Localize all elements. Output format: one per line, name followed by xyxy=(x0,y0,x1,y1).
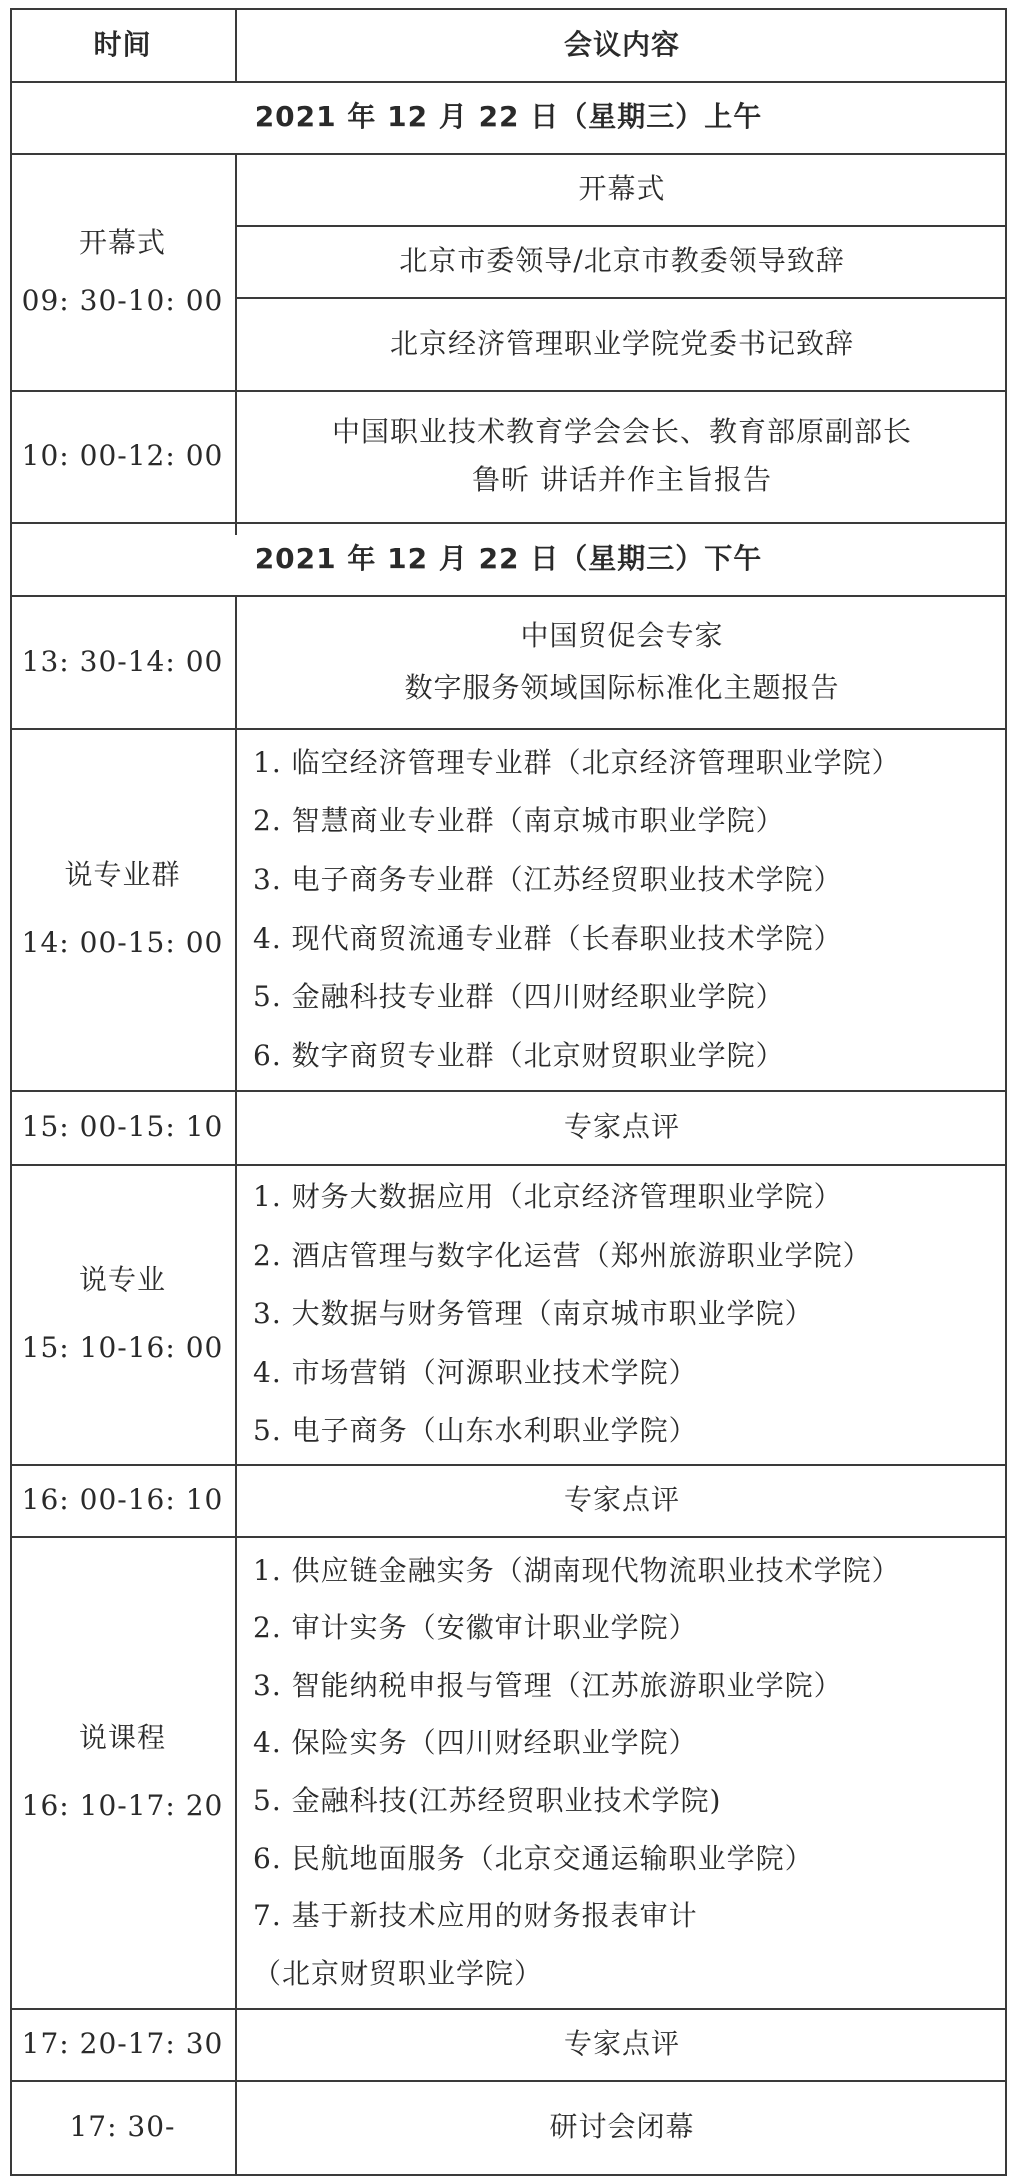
review-text: 专家点评 xyxy=(563,1483,680,1517)
list-item: 3. 电子商务专业群（江苏经贸职业技术学院） xyxy=(253,862,843,896)
header-content-cell xyxy=(237,8,1007,81)
opening-item: 开幕式 xyxy=(578,172,666,206)
review-text: 专家点评 xyxy=(563,1110,680,1144)
opening-item-cell xyxy=(237,153,1007,225)
afternoon-date-row xyxy=(10,522,1007,595)
majors-label: 说专业 xyxy=(78,1263,166,1297)
courses-time: 16: 10-17: 20 xyxy=(21,1789,224,1822)
review-content-cell xyxy=(237,1464,1007,1536)
list-item: 2. 酒店管理与数字化运营（郑州旅游职业学院） xyxy=(253,1238,872,1272)
majors-time: 15: 10-16: 00 xyxy=(21,1331,224,1364)
header-time: 时间 xyxy=(93,27,152,61)
list-item: 4. 市场营销（河源职业技术学院） xyxy=(253,1355,698,1389)
courses-list xyxy=(237,1536,1007,2008)
opening-label: 开幕式 xyxy=(78,225,166,259)
opening-item-cell xyxy=(237,225,1007,297)
list-item: 4. 保险实务（四川财经职业学院） xyxy=(253,1726,698,1760)
opening-time: 09: 30-10: 00 xyxy=(21,283,224,317)
list-item: 3. 大数据与财务管理（南京城市职业学院） xyxy=(253,1297,814,1331)
closing-time-cell xyxy=(10,2080,235,2174)
review-time-cell xyxy=(10,1464,235,1536)
table-border-bottom xyxy=(10,2174,1007,2176)
review-content-cell xyxy=(237,1090,1007,1164)
review-time-cell xyxy=(10,1090,235,1164)
closing-text: 研讨会闭幕 xyxy=(549,2110,695,2144)
report-time-cell xyxy=(10,595,235,728)
list-item: 6. 数字商贸专业群（北京财贸职业学院） xyxy=(253,1038,785,1072)
review-content-cell xyxy=(237,2008,1007,2080)
list-item: 3. 智能纳税申报与管理（江苏旅游职业学院） xyxy=(253,1668,843,1702)
list-item: 1. 财务大数据应用（北京经济管理职业学院） xyxy=(253,1180,843,1214)
courses-label: 说课程 xyxy=(78,1721,166,1755)
majors-time-cell xyxy=(10,1164,235,1464)
report-content-cell xyxy=(237,595,1007,728)
groups-time: 14: 00-15: 00 xyxy=(21,926,224,959)
keynote-line: 鲁昕 讲话并作主旨报告 xyxy=(472,463,772,496)
closing-content-cell xyxy=(237,2080,1007,2174)
opening-item: 北京市委领导/北京市教委领导致辞 xyxy=(399,244,845,278)
review-time: 15: 00-15: 10 xyxy=(21,1110,224,1144)
list-item: 5. 电子商务（山东水利职业学院） xyxy=(253,1414,698,1448)
groups-time-cell xyxy=(10,728,235,1090)
report-line: 数字服务领域国际标准化主题报告 xyxy=(404,670,840,704)
opening-item: 北京经济管理职业学院党委书记致辞 xyxy=(389,326,854,360)
list-item: 5. 金融科技专业群（四川财经职业学院） xyxy=(253,980,785,1014)
list-item: 1. 供应链金融实务（湖南现代物流职业技术学院） xyxy=(253,1553,901,1587)
morning-date-row xyxy=(10,81,1007,153)
opening-item-cell xyxy=(237,297,1007,390)
afternoon-date: 2021 年 12 月 22 日（星期三）下午 xyxy=(254,541,763,575)
report-time: 13: 30-14: 00 xyxy=(21,644,224,678)
review-text: 专家点评 xyxy=(563,2027,680,2061)
list-item: 2. 审计实务（安徽审计职业学院） xyxy=(253,1611,698,1645)
groups-list xyxy=(237,728,1007,1090)
review-time-cell xyxy=(10,2008,235,2080)
header-time-cell xyxy=(10,8,235,81)
list-item: 5. 金融科技(江苏经贸职业技术学院) xyxy=(253,1784,722,1817)
list-item: 6. 民航地面服务（北京交通运输职业学院） xyxy=(253,1841,814,1875)
keynote-time: 10: 00-12: 00 xyxy=(21,439,224,473)
list-item: （北京财贸职业学院） xyxy=(253,1956,544,1990)
keynote-line: 中国职业技术教育学会会长、教育部原副部长 xyxy=(331,415,912,449)
courses-time-cell xyxy=(10,1536,235,2008)
list-item: 7. 基于新技术应用的财务报表审计 xyxy=(253,1899,698,1933)
majors-list xyxy=(237,1164,1007,1464)
review-time: 16: 00-16: 10 xyxy=(21,1483,224,1517)
keynote-content-cell xyxy=(237,390,1007,522)
morning-date: 2021 年 12 月 22 日（星期三）上午 xyxy=(254,100,763,134)
review-time: 17: 20-17: 30 xyxy=(21,2027,224,2061)
list-item: 1. 临空经济管理专业群（北京经济管理职业学院） xyxy=(253,745,901,779)
groups-label: 说专业群 xyxy=(64,858,181,892)
agenda-table xyxy=(10,8,1007,2176)
report-line: 中国贸促会专家 xyxy=(520,618,724,652)
closing-time: 17: 30- xyxy=(69,2110,176,2144)
list-item: 4. 现代商贸流通专业群（长春职业技术学院） xyxy=(253,921,843,955)
header-content: 会议内容 xyxy=(563,27,680,61)
opening-time-cell xyxy=(10,153,235,390)
keynote-time-cell xyxy=(10,390,235,522)
list-item: 2. 智慧商业专业群（南京城市职业学院） xyxy=(253,804,785,838)
